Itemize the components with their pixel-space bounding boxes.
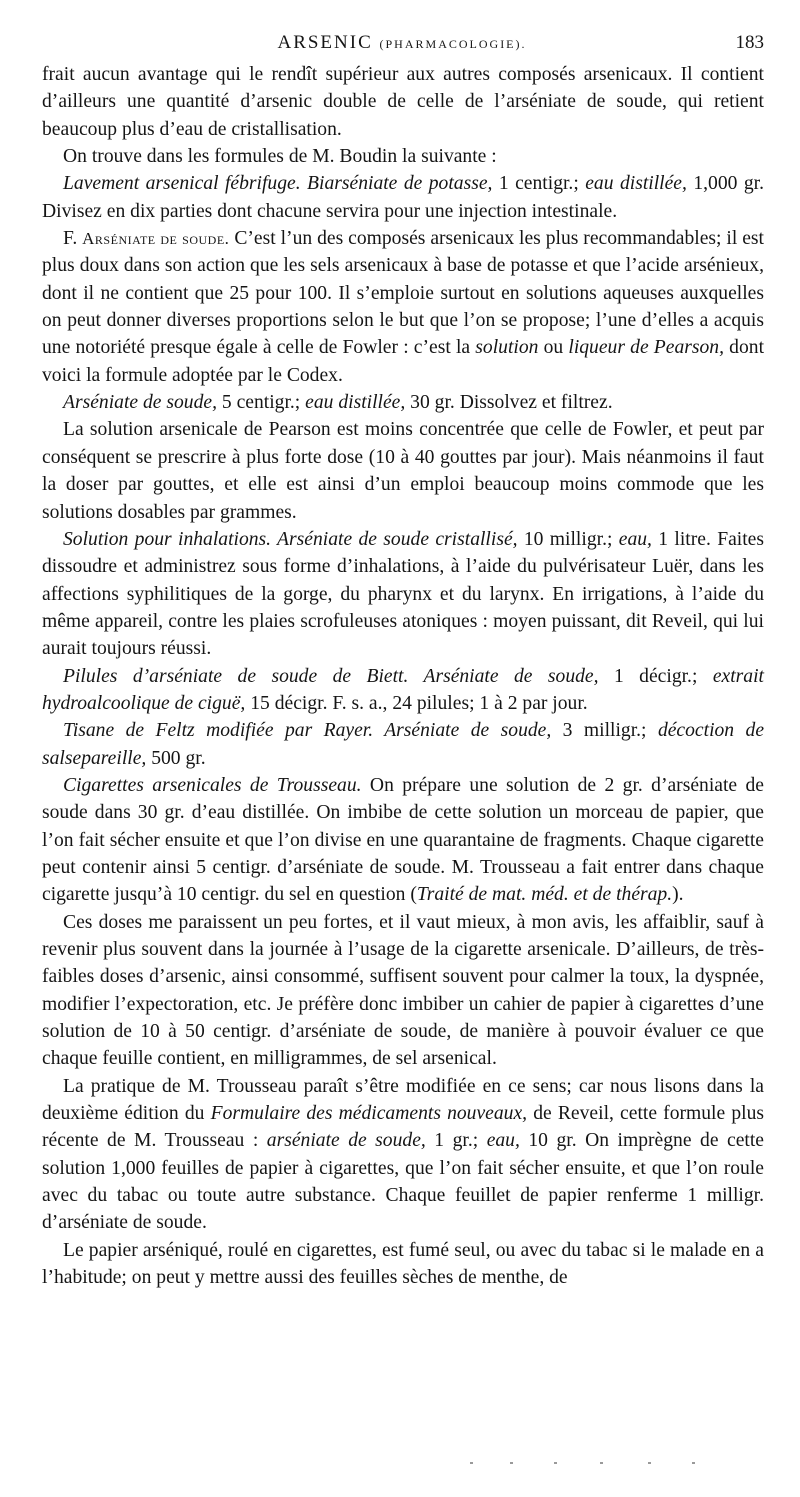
- formula-lavement: [42, 170, 764, 225]
- paragraph-pratique-ingredient-2: eau,: [486, 1130, 520, 1152]
- formula-cigarettes-trousseau: [42, 772, 764, 909]
- paragraph-pearson-text: La solution arsenicale de Pearson est moins concentrée que celle de Fowler, et peut par conséquent se prescrire à plus forte dose (10 à 40 gouttes par jour). Mais néanmoins il faut la doser par gouttes, et elle est ainsi d’un emploi beaucoup moins commode que les solutions dosables par grammes.: [42, 419, 764, 523]
- paragraph-doses: [42, 909, 764, 1073]
- paragraph-2-text: On trouve dans les formules de M. Boudin la suivante :: [63, 146, 497, 168]
- formula-cigarettes-reference: Traité de mat. méd. et de thérap.: [416, 884, 673, 906]
- paragraph-2: [42, 143, 764, 170]
- running-title-main: ARSENIC: [277, 32, 373, 53]
- section-letter: F.: [63, 228, 83, 250]
- formula-tisane-dose: 3 milligr.;: [551, 720, 658, 742]
- running-title-sub: (PHARMACOLOGIE).: [379, 37, 527, 51]
- formula-tisane-feltz: [42, 717, 764, 772]
- formula-pearson-dose-1: 5 centigr.;: [217, 392, 306, 414]
- formula-inhalations-ingredient: eau,: [618, 528, 652, 550]
- paragraph-papier: [42, 1237, 764, 1292]
- section-italic-liqueur: liqueur de Pearson,: [568, 337, 725, 359]
- paragraph-pearson: [42, 416, 764, 525]
- formula-inhalations-rest: 1 litre. Faites dissoudre et administrez sous forme d’inhalations, à l’aide du pulvérisateur Luër, dans les affections syphilitiques de la gorge, du pharynx et du larynx. En irrigations, à l’aide du même appareil, contre les plaies scrofuleuses atoniques : moyen puissant, dit Reveil, qui lui aurait toujours réussi.: [42, 528, 765, 660]
- formula-pearson-ingredient-1: Arséniate de soude,: [63, 392, 217, 414]
- paragraph-pratique-ingredient-1: arséniate de soude,: [266, 1130, 426, 1152]
- page-body: [42, 61, 764, 1291]
- formula-inhalations: [42, 526, 764, 663]
- formula-cigarettes-text: On prépare une solution de 2 gr. d’arséniate de soude dans 30 gr. d’eau distillée. On imbibe de cette solution un morceau de papier, que l’on fait sécher ensuite et que l’on divise en une quarantaine de fragments. Chaque cigarette peut contenir ainsi 5 centigr. d’arséniate de soude. M. Trousseau a fait entrer dans chaque cigarette jusqu’à 10 centigr. du sel en question (: [42, 774, 764, 906]
- running-title: [40, 32, 764, 54]
- formula-pilules-dose: 1 décigr.;: [598, 665, 713, 687]
- formula-pilules-ingredient: extrait hydroalcoolique de ciguë,: [42, 665, 764, 714]
- formula-tisane-ingredient: décoction de salsepareille,: [42, 720, 765, 769]
- paragraph-1-text: frait aucun avantage qui le rendît supérieur aux autres composés arsenicaux. Il contient d’ailleurs une quantité d’arsenic double de celle de l’arséniate de soude, qui retient beaucoup plus d’eau de cristallisation.: [42, 64, 764, 140]
- section-text-1: C’est l’un des composés arsenicaux les plus recommandables; il est plus doux dans son action que les sels arsenicaux à base de potasse et que l’acide arsénieux, dont il ne contient que 25 pour 100. Il s’emploie surtout en solutions aqueuses auxquelles on peut donner diverses proportions selon le but que l’on se propose; l’une d’elles a acquis une notoriété presque égale à celle de Fowler : c’est la: [42, 228, 764, 359]
- formula-lavement-dose-1: 1 centigr.;: [492, 173, 586, 195]
- formula-pearson: [42, 389, 764, 416]
- section-arseniate-de-soude: [42, 225, 764, 389]
- paragraph-pratique-text-4: 10 gr. On imprègne de cette solution 1,000 feuilles de papier à cigarettes, que l’on fait sécher ensuite, et que l’on roule avec du tabac ou toute autre substance. Chaque feuillet de papier renferme 1 milligr. d’arséniate de soude.: [42, 1130, 765, 1234]
- paragraph-pratique-book-title: Formulaire des médicaments nouveaux,: [210, 1103, 528, 1125]
- formula-inhalations-dose: 10 milligr.;: [517, 528, 619, 550]
- paragraph-pratique-text-1: La pratique de M. Trousseau paraît s’être modifiée en ce sens; car nous lisons dans la deuxième édition du: [42, 1075, 764, 1125]
- section-text-2: ou: [538, 337, 569, 359]
- formula-inhalations-title: Solution pour inhalations. Arséniate de soude cristallisé,: [63, 528, 518, 550]
- paragraph-pratique-text-3: 1 gr.;: [425, 1130, 487, 1152]
- formula-cigarettes-end: ).: [672, 884, 684, 906]
- formula-pearson-rest: 30 gr. Dissolvez et filtrez.: [405, 392, 613, 414]
- paragraph-pratique: [42, 1073, 764, 1237]
- section-text-3: dont voici la formule adoptée par le Codex.: [42, 337, 765, 386]
- page-number: 183: [735, 32, 764, 53]
- section-italic-solution: solution: [475, 337, 539, 359]
- section-heading: Arséniate de soude.: [82, 229, 230, 249]
- paragraph-doses-text: Ces doses me paraissent un peu fortes, et il vaut mieux, à mon avis, les affaiblir, sauf à revenir plus souvent dans la journée à l’usage de la cigarette arsenicale. D’ailleurs, de très-faibles doses d’arsenic, ainsi consommé, suffisent souvent pour calmer la toux, la dyspnée, modifier l’expectoration, etc. Je préfère donc imbiber un cahier de papier à cigarettes d’une solution de 10 à 50 centigr. d’arséniate de soude, de manière à pouvoir évaluer ce que chaque feuille contient, en milligrammes, de sel arsenical.: [42, 911, 764, 1070]
- formula-pilules-biett: [42, 663, 764, 718]
- paragraph-pratique-text-2: de Reveil, cette formule plus récente de M. Trousseau :: [42, 1103, 765, 1152]
- running-header: [40, 32, 764, 56]
- paragraph-1: [42, 61, 764, 143]
- formula-cigarettes-title: Cigarettes arsenicales de Trousseau.: [63, 774, 362, 796]
- formula-pilules-title: Pilules d’arséniate de soude de Biett. Arséniate de soude,: [63, 665, 599, 687]
- formula-tisane-title: Tisane de Feltz modifiée par Rayer. Arséniate de soude,: [63, 720, 552, 742]
- formula-lavement-rest: 1,000 gr. Divisez en dix parties dont chacune servira pour une injection intestinale.: [42, 173, 764, 222]
- formula-pearson-ingredient-2: eau distillée,: [305, 392, 406, 414]
- formula-lavement-title: Lavement arsenical fébrifuge. Biarséniate de potasse,: [63, 173, 493, 195]
- print-specks: [470, 1462, 700, 1468]
- formula-tisane-rest: 500 gr.: [146, 747, 206, 769]
- formula-pilules-rest: 15 décigr. F. s. a., 24 pilules; 1 à 2 par jour.: [245, 692, 588, 714]
- formula-lavement-ingredient: eau distillée,: [585, 173, 687, 195]
- paragraph-papier-text: Le papier arséniqué, roulé en cigarettes, est fumé seul, ou avec du tabac si le malade en a l’habitude; on peut y mettre aussi des feuilles sèches de menthe, de: [42, 1239, 764, 1289]
